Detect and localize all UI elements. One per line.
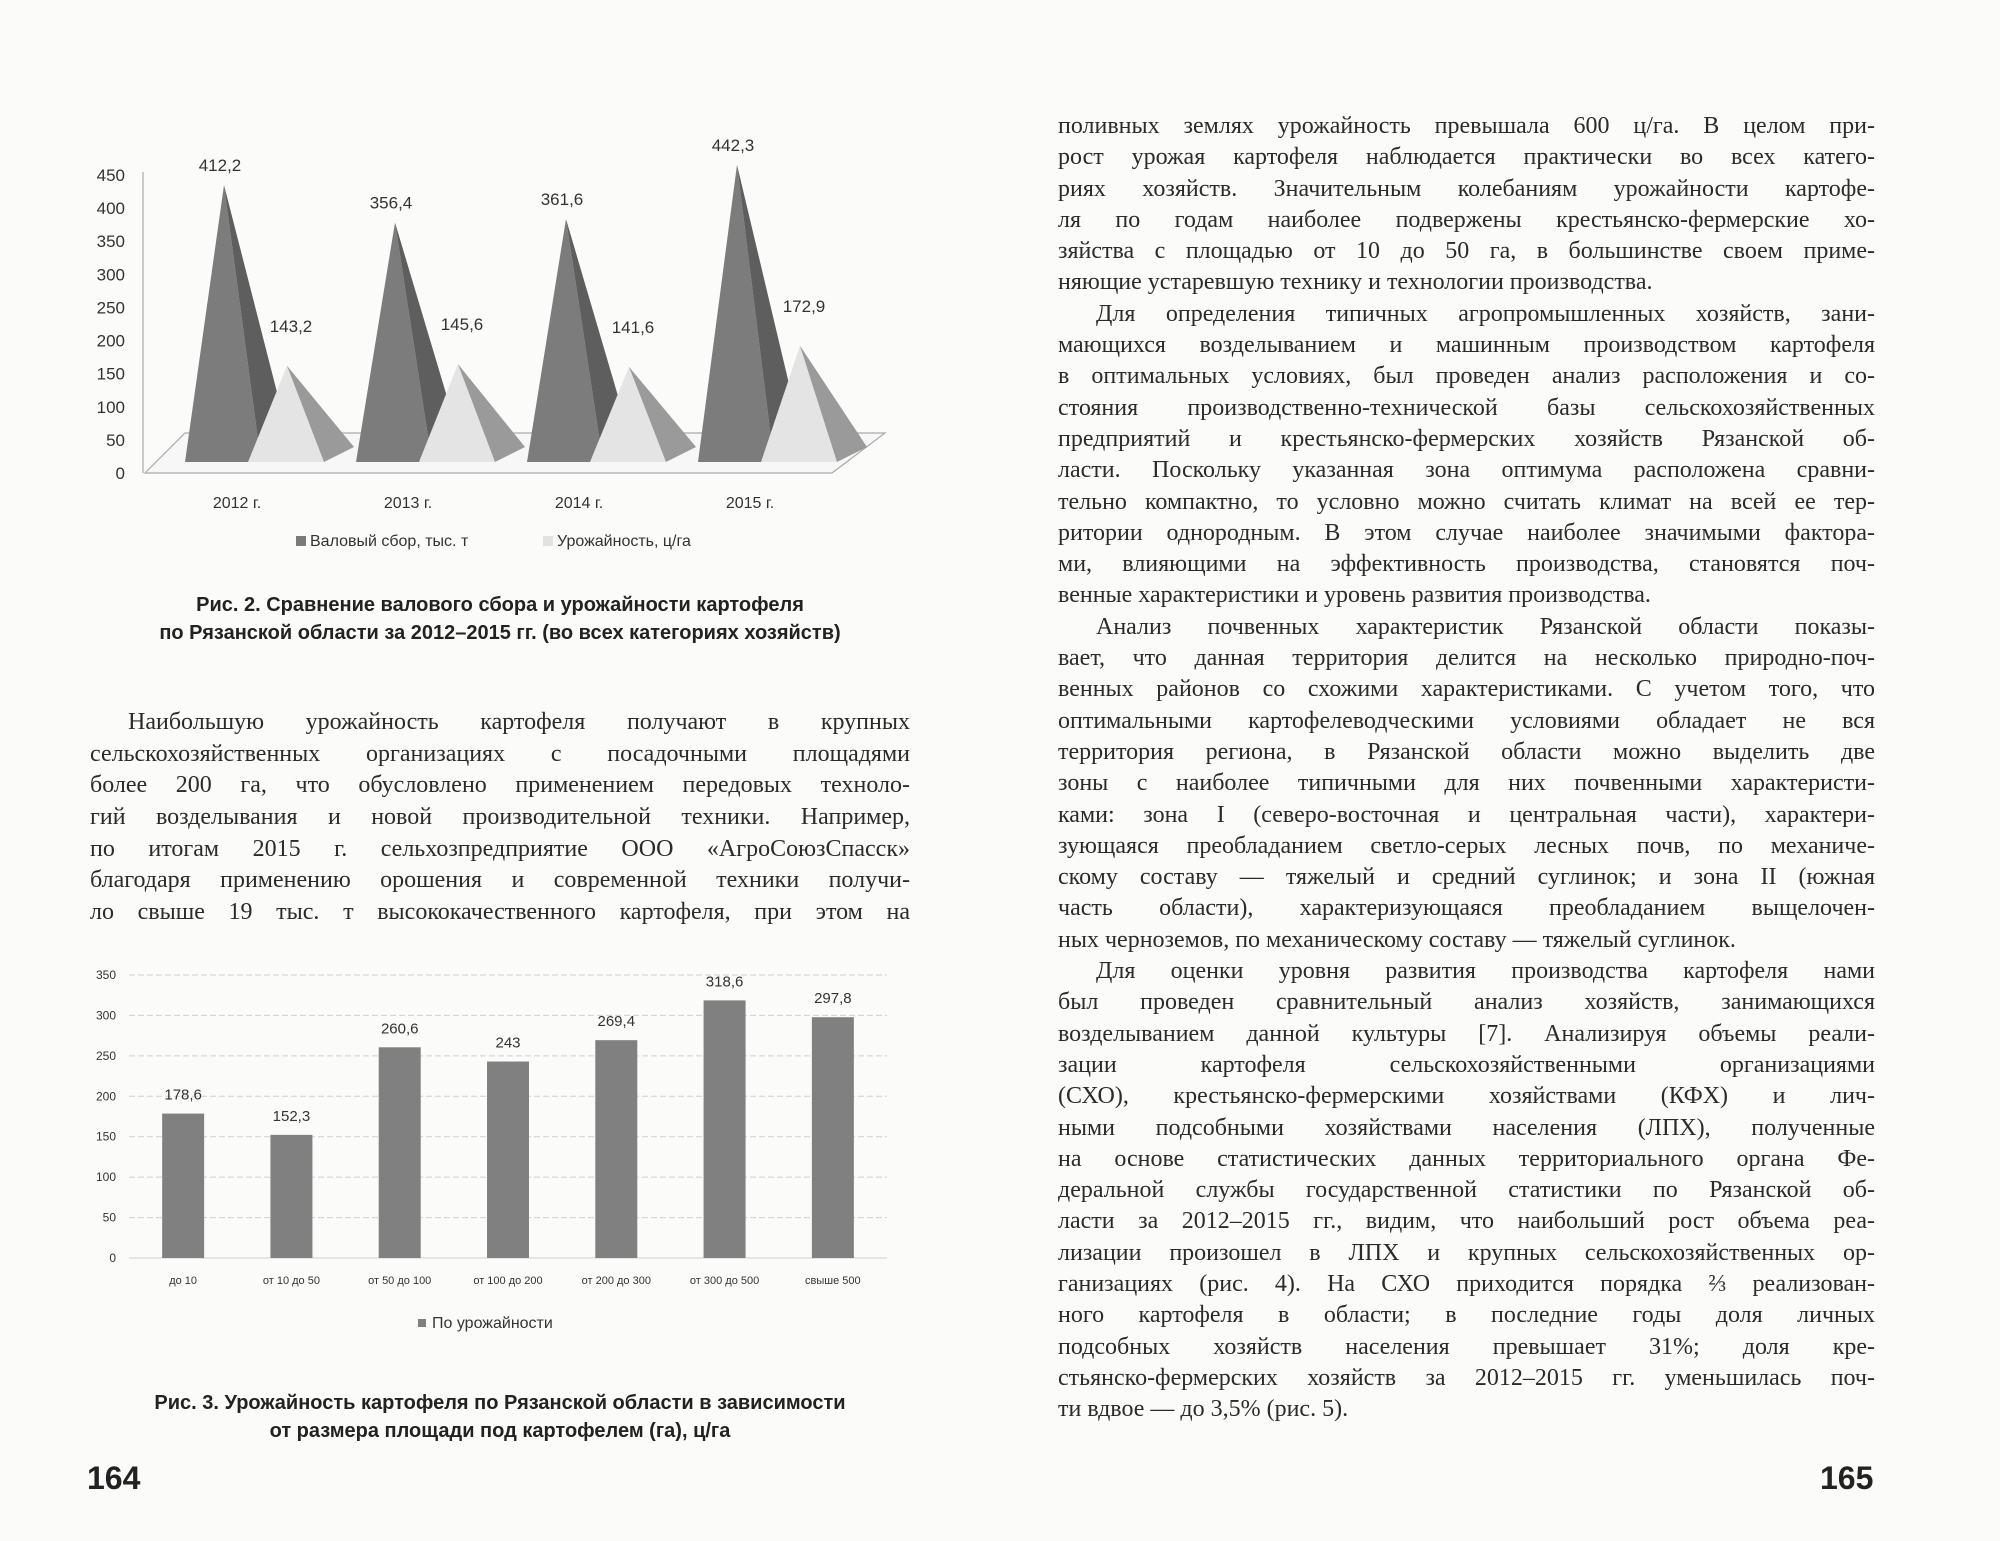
text-line: по итогам 2015 г. сельхозпредприятие ООО «АгроСоюзСпасск» <box>90 835 910 862</box>
text-line: ных черноземов, по механическому составу — тяжелый суглинок. <box>1058 926 1736 953</box>
text-line: ритории однородным. В этом случае наиболее значимыми фактора- <box>1058 519 1875 546</box>
text-line: поливных землях урожайность превышала 600 ц/га. В целом при- <box>1058 113 1875 139</box>
text-line: возделыванием данной культуры [7]. Анализируя объемы реали- <box>1058 1020 1875 1047</box>
text-line: ми, влияющими на эффективность производства, становятся поч- <box>1058 551 1875 578</box>
data-label: 178,6 <box>164 1086 202 1104</box>
y-tick-label: 100 <box>96 397 125 417</box>
x-tick-label: свыше 500 <box>805 1275 861 1287</box>
y-tick-label: 50 <box>106 430 125 450</box>
text-line: ками: зона I (северо-восточная и центральная части), характери- <box>1058 801 1875 828</box>
data-label: 143,2 <box>269 316 313 336</box>
text-line: ными подсобными хозяйствами населения (ЛПХ), полученные <box>1058 1114 1875 1141</box>
y-tick-label: 350 <box>96 232 125 252</box>
x-tick-label: от 200 до 300 <box>581 1275 651 1287</box>
figure-3-caption <box>90 1389 910 1445</box>
text-line: тельно компактно, то условно можно считать климат на всей ее тер- <box>1058 488 1875 515</box>
page-number-right: 165 <box>1820 1460 1874 1496</box>
caption-line: от размера площади под картофелем (га), ц/га <box>269 1420 731 1442</box>
legend-swatch <box>296 536 306 546</box>
text-line: более 200 га, что обусловлено применением передовых техноло- <box>90 772 910 799</box>
right-page-text <box>1058 111 1875 1425</box>
text-line: скому составу — тяжелый и средний суглинок; и зона II (южная <box>1058 864 1875 891</box>
x-tick-label: 2014 г. <box>554 495 604 512</box>
y-tick-label: 50 <box>102 1210 116 1225</box>
text-line: (СХО), крестьянско-фермерскими хозяйствами (КФХ) и лич- <box>1058 1083 1875 1110</box>
text-line: зоны с наиболее типичными для них почвенными характеристи- <box>1058 770 1875 797</box>
x-tick-label: от 300 до 500 <box>689 1275 760 1287</box>
text-line: ти вдвое — до 3,5% (рис. 5). <box>1058 1396 1349 1423</box>
y-tick-label: 350 <box>95 968 116 982</box>
data-label: 172,9 <box>782 296 826 316</box>
data-label: 318,6 <box>705 973 744 991</box>
x-tick-label: 2012 г. <box>212 495 262 512</box>
paragraph <box>1058 111 1875 299</box>
text-line: ласти за 2012–2015 гг., видим, что наибольший рост объема реа- <box>1058 1208 1875 1235</box>
text-line: венных районов со схожими характеристиками. С учетом того, что <box>1058 676 1875 703</box>
bar <box>379 1047 421 1258</box>
text-line: подсобных хозяйств населения превышает 31%; доля кре- <box>1058 1333 1875 1360</box>
text-line: ло свыше 19 тыс. т высококачественного картофеля, при этом на <box>90 899 910 926</box>
text-line: риях хозяйств. Значительным колебаниям урожайности картофе- <box>1058 175 1875 202</box>
bar <box>704 1000 746 1258</box>
text-line: зующаяся преобладанием светло-серых лесных почв, по механиче- <box>1058 832 1875 859</box>
y-tick-label: 250 <box>96 298 125 318</box>
y-tick-label: 0 <box>109 1251 116 1265</box>
text-line: лизации произошел в ЛПХ и крупных сельскохозяйственных ор- <box>1058 1239 1875 1266</box>
legend-label: Урожайность, ц/га <box>557 533 691 550</box>
data-label: 141,6 <box>611 317 655 337</box>
y-tick-label: 200 <box>96 331 125 351</box>
legend-label: По урожайности <box>432 1315 553 1332</box>
legend-swatch <box>418 1319 426 1327</box>
data-label: 412,2 <box>198 156 242 176</box>
bar <box>162 1114 204 1258</box>
text-line: ганизациях (рис. 4). На СХО приходится порядка ⅔ реализован- <box>1058 1270 1875 1297</box>
text-line: предприятий и крестьянско-фермерских хозяйств Рязанской об- <box>1058 425 1875 452</box>
text-line: мающихся возделыванием и машинным производством картофеля <box>1058 332 1875 359</box>
x-tick-label: от 10 до 50 <box>262 1275 320 1287</box>
x-tick-label: от 50 до 100 <box>368 1275 432 1287</box>
bar <box>595 1040 637 1258</box>
text-line: венные характеристики и уровень развития производства. <box>1058 582 1651 609</box>
text-line: территория региона, в Рязанской области можно выделить две <box>1058 738 1875 765</box>
text-line: зяйства с площадью от 10 до 50 га, в большинстве своем приме- <box>1058 238 1875 265</box>
text-line: Для определения типичных агропромышленных хозяйств, зани- <box>1096 300 1875 327</box>
caption-line: Рис. 2. Сравнение валового сбора и урожайности картофеля <box>196 594 804 616</box>
bar <box>270 1135 312 1258</box>
text-line: зации картофеля сельскохозяйственными организациями <box>1058 1051 1875 1078</box>
text-line: стьянско-фермерских хозяйств за 2012–2015 гг. уменьшилась поч- <box>1058 1364 1875 1391</box>
left-paragraph <box>90 707 910 929</box>
y-tick-label: 250 <box>95 1048 116 1063</box>
data-label: 297,8 <box>814 990 852 1008</box>
y-tick-label: 150 <box>95 1129 116 1144</box>
data-label: 145,6 <box>440 315 484 335</box>
x-tick-label: от 100 до 200 <box>473 1275 543 1287</box>
data-label: 243 <box>495 1034 521 1052</box>
paragraph <box>1058 299 1875 612</box>
text-line: вает, что данная территория делится на несколько природно-поч- <box>1058 645 1875 672</box>
text-line: Наибольшую урожайность картофеля получают в крупных <box>128 709 910 735</box>
text-line: часть области), характеризующаяся преобладанием выщелочен- <box>1058 895 1875 922</box>
bar <box>487 1062 529 1258</box>
y-tick-label: 0 <box>115 464 125 483</box>
text-line: сельскохозяйственных организациях с посадочными площадями <box>90 740 910 767</box>
page-number-left: 164 <box>87 1460 141 1496</box>
y-tick-label: 100 <box>95 1170 116 1185</box>
data-label: 269,4 <box>597 1013 636 1031</box>
y-tick-label: 300 <box>96 265 125 285</box>
caption-line: Рис. 3. Урожайность картофеля по Рязанской области в зависимости <box>154 1392 846 1414</box>
y-tick-label: 200 <box>95 1089 116 1104</box>
bar <box>812 1017 854 1258</box>
text-line: деральной службы государственной статистики по Рязанской об- <box>1058 1177 1875 1204</box>
data-label: 152,3 <box>272 1107 311 1125</box>
x-tick-label: до 10 <box>169 1275 198 1287</box>
text-line: няющие устаревшую технику и технологии производства. <box>1058 269 1653 296</box>
text-line: был проведен сравнительный анализ хозяйств, занимающихся <box>1058 989 1875 1016</box>
legend-swatch <box>543 536 553 546</box>
x-tick-label: 2015 г. <box>725 495 775 512</box>
text-line: Для оценки уровня развития производства картофеля нами <box>1096 958 1875 985</box>
text-line: в оптимальных условиях, был проведен анализ расположения и со- <box>1058 363 1875 390</box>
text-line: гий возделывания и новой производительной техники. Например, <box>90 804 910 831</box>
paragraph <box>1058 612 1875 956</box>
data-label: 260,6 <box>380 1020 419 1038</box>
text-line: ля по годам наиболее подвержены крестьянско-фермерские хо- <box>1058 206 1875 233</box>
text-line: оптимальными картофелеводческими условиями обладает не вся <box>1058 707 1875 734</box>
text-line: благодаря применению орошения и современной техники получи- <box>90 867 910 894</box>
y-tick-label: 400 <box>96 199 125 219</box>
data-label: 442,3 <box>711 135 755 155</box>
text-line: стояния производственно-технической базы сельскохозяйственных <box>1058 394 1875 421</box>
text-line: ного картофеля в области; в последние годы доля личных <box>1058 1302 1875 1329</box>
legend-label: Валовый сбор, тыс. т <box>310 533 469 550</box>
paragraph <box>1058 956 1875 1425</box>
text-line: рост урожая картофеля наблюдается практически во всех катего- <box>1058 144 1875 171</box>
y-tick-label: 150 <box>96 364 125 384</box>
text-line: на основе статистических данных территориального органа Фе- <box>1058 1145 1875 1172</box>
y-tick-label: 300 <box>95 1008 116 1023</box>
text-line: ласти. Поскольку указанная зона оптимума расположена сравни- <box>1058 457 1875 484</box>
caption-line: по Рязанской области за 2012–2015 гг. (во всех категориях хозяйств) <box>159 622 841 644</box>
y-tick-label: 450 <box>96 166 125 185</box>
data-label: 361,6 <box>540 190 584 210</box>
text-line: Анализ почвенных характеристик Рязанской области показы- <box>1096 613 1875 640</box>
figure-2-caption <box>90 591 910 647</box>
data-label: 356,4 <box>369 193 413 213</box>
x-tick-label: 2013 г. <box>383 495 433 512</box>
